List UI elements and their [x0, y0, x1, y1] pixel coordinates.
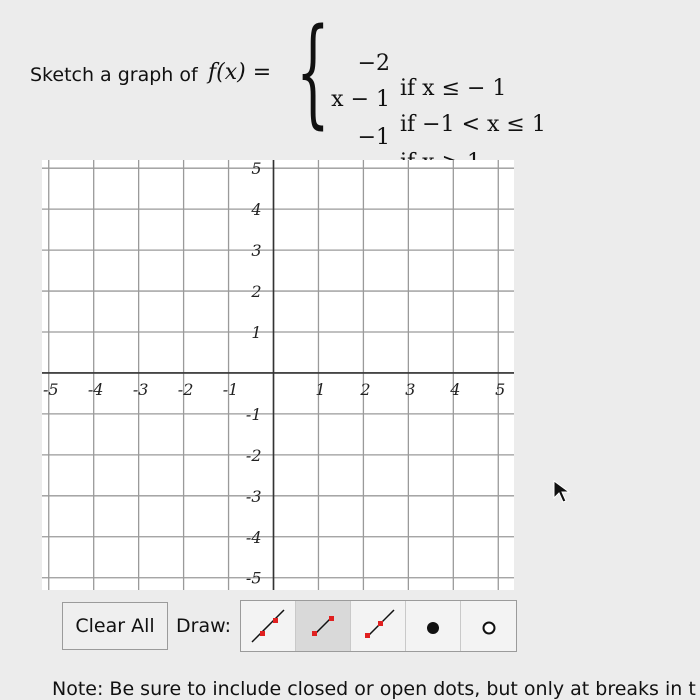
- closed-dot-tool-button[interactable]: [406, 601, 461, 651]
- case-value: x − 1: [331, 87, 390, 112]
- segment-tool-icon: [303, 606, 343, 646]
- line-tool-icon: [248, 606, 288, 646]
- graph-background: [42, 160, 514, 590]
- draw-toolbar: [62, 600, 517, 652]
- open-dot-icon: [469, 606, 509, 646]
- piecewise-brace: {: [296, 2, 330, 140]
- closed-dot-icon: [413, 606, 453, 646]
- draw-tools: [240, 600, 517, 652]
- draw-label: Draw:: [176, 615, 231, 637]
- case-value: −1: [357, 125, 390, 150]
- x-tick-label: 5: [495, 379, 506, 399]
- y-tick-label: -5: [245, 568, 262, 588]
- ray-tool-icon: [358, 606, 398, 646]
- x-tick-label: -3: [132, 379, 149, 399]
- x-tick-label: 4: [450, 379, 461, 399]
- clear-all-button[interactable]: Clear All: [62, 602, 168, 650]
- y-tick-label: 5: [251, 159, 262, 179]
- y-tick-label: 4: [251, 200, 262, 220]
- x-tick-label: -5: [42, 379, 59, 399]
- x-tick-label: 1: [315, 379, 326, 399]
- x-tick-label: -1: [222, 379, 239, 399]
- mouse-pointer-icon: [553, 480, 573, 504]
- case-value: −2: [357, 51, 390, 76]
- x-tick-label: 3: [405, 379, 416, 399]
- line-tool-button[interactable]: [241, 601, 296, 651]
- function-name: f(x) =: [208, 60, 272, 85]
- y-tick-label: 3: [251, 241, 262, 261]
- case-condition: if x ≤ − 1: [400, 76, 507, 101]
- y-tick-label: 1: [251, 323, 262, 342]
- y-tick-label: -1: [245, 404, 262, 424]
- y-tick-label: -2: [245, 445, 262, 465]
- problem-prompt: Sketch a graph of: [30, 64, 198, 86]
- y-tick-label: -4: [245, 527, 262, 547]
- x-tick-label: -2: [177, 379, 194, 399]
- y-tick-label: -3: [245, 486, 262, 506]
- segment-tool-button[interactable]: [296, 601, 351, 651]
- y-tick-label: 2: [251, 282, 262, 302]
- x-tick-label: 2: [360, 379, 371, 399]
- note-text: Note: Be sure to include closed or open dots, but only at breaks in t: [52, 678, 696, 700]
- ray-tool-button[interactable]: [351, 601, 406, 651]
- case-condition: if −1 < x ≤ 1: [400, 112, 546, 137]
- x-tick-label: -4: [87, 379, 104, 399]
- open-dot-tool-button[interactable]: [461, 601, 516, 651]
